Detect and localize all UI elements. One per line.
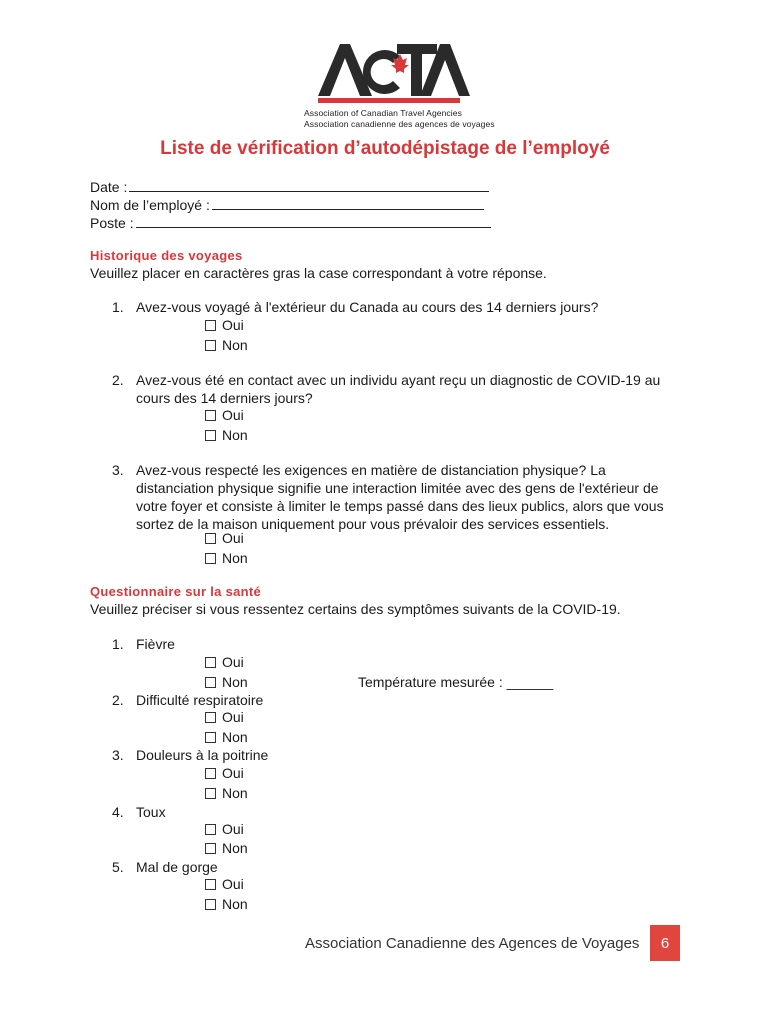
chest-pain-yes-option[interactable]	[205, 765, 244, 781]
question-number: 2.	[112, 692, 124, 708]
fever-no-option[interactable]	[205, 674, 248, 690]
question-number: 1.	[112, 636, 124, 652]
checkbox-icon[interactable]	[205, 788, 216, 799]
option-label: Non	[222, 337, 248, 353]
logo-subtitle-fr: Association canadienne des agences de voyages	[304, 119, 495, 129]
option-label: Oui	[222, 530, 244, 546]
question-number: 3.	[112, 747, 124, 763]
travel-instruction: Veuillez placer en caractères gras la case correspondant à votre réponse.	[90, 265, 547, 281]
option-label: Non	[222, 674, 248, 690]
option-label: Non	[222, 550, 248, 566]
health-instruction: Veuillez préciser si vous ressentez certains des symptômes suivants de la COVID-19.	[90, 601, 621, 617]
q2-no-option[interactable]	[205, 427, 248, 443]
logo-subtitle-en: Association of Canadian Travel Agencies	[304, 108, 462, 118]
position-field[interactable]	[90, 215, 491, 231]
q3-yes-option[interactable]	[205, 530, 244, 546]
checkbox-icon[interactable]	[205, 657, 216, 668]
q2-yes-option[interactable]	[205, 407, 244, 423]
symptom-text: Mal de gorge	[136, 859, 218, 875]
cough-yes-option[interactable]	[205, 821, 244, 837]
checkbox-icon[interactable]	[205, 879, 216, 890]
option-label: Oui	[222, 821, 244, 837]
q3-no-option[interactable]	[205, 550, 248, 566]
date-label: Date :	[90, 179, 128, 195]
page-number-badge: 6	[650, 925, 680, 961]
question-number: 2.	[112, 372, 124, 388]
symptom-text: Toux	[136, 804, 166, 820]
option-label: Non	[222, 785, 248, 801]
question-text: Avez-vous voyagé à l'extérieur du Canada au cours des 14 derniers jours?	[136, 299, 599, 315]
date-field[interactable]	[90, 179, 489, 195]
checkbox-icon[interactable]	[205, 843, 216, 854]
position-label: Poste :	[90, 215, 134, 231]
breathing-no-option[interactable]	[205, 729, 248, 745]
question-text: Avez-vous respecté les exigences en matière de distanciation physique? La distanciation physique signifie une interaction limitée avec des gens de l'extérieur de votre foyer et consiste à limiter le temps passé dans des lieux publics, alors que vous sortez de la maison uniquement pour vous prévaloir des services essentiels.	[136, 462, 664, 532]
symptom-text: Douleurs à la poitrine	[136, 747, 269, 763]
checkbox-icon[interactable]	[205, 677, 216, 688]
chest-pain-no-option[interactable]	[205, 785, 248, 801]
checkbox-icon[interactable]	[205, 533, 216, 544]
acta-logo	[300, 38, 495, 133]
q1-yes-option[interactable]	[205, 317, 244, 333]
symptom-text: Difficulté respiratoire	[136, 692, 264, 708]
fever-yes-option[interactable]	[205, 654, 244, 670]
checkbox-icon[interactable]	[205, 553, 216, 564]
checkbox-icon[interactable]	[205, 410, 216, 421]
date-line[interactable]	[129, 179, 489, 192]
health-questionnaire-heading: Questionnaire sur la santé	[90, 584, 262, 599]
checkbox-icon[interactable]	[205, 712, 216, 723]
sore-throat-yes-option[interactable]	[205, 876, 244, 892]
option-label: Oui	[222, 407, 244, 423]
acta-wordmark-icon	[300, 38, 475, 108]
employee-name-label: Nom de l’employé :	[90, 197, 210, 213]
option-label: Non	[222, 896, 248, 912]
footer-organization: Association Canadienne des Agences de Voyages	[305, 935, 640, 952]
page-title: Liste de vérification d’autodépistage de l’employé	[160, 138, 610, 159]
sore-throat-no-option[interactable]	[205, 896, 248, 912]
checkbox-icon[interactable]	[205, 320, 216, 331]
option-label: Oui	[222, 317, 244, 333]
checkbox-icon[interactable]	[205, 732, 216, 743]
cough-no-option[interactable]	[205, 840, 248, 856]
option-label: Non	[222, 840, 248, 856]
checkbox-icon[interactable]	[205, 340, 216, 351]
option-label: Non	[222, 427, 248, 443]
question-number: 4.	[112, 804, 124, 820]
employee-name-field[interactable]	[90, 197, 484, 213]
employee-name-line[interactable]	[212, 197, 484, 210]
option-label: Oui	[222, 654, 244, 670]
checkbox-icon[interactable]	[205, 768, 216, 779]
question-number: 1.	[112, 299, 124, 315]
symptom-text: Fièvre	[136, 636, 175, 652]
position-line[interactable]	[136, 215, 491, 228]
option-label: Oui	[222, 709, 244, 725]
temperature-field[interactable]: Température mesurée : ______	[358, 674, 554, 690]
question-number: 5.	[112, 859, 124, 875]
option-label: Oui	[222, 876, 244, 892]
travel-history-heading: Historique des voyages	[90, 248, 243, 263]
checkbox-icon[interactable]	[205, 824, 216, 835]
option-label: Oui	[222, 765, 244, 781]
option-label: Non	[222, 729, 248, 745]
question-number: 3.	[112, 462, 124, 478]
breathing-yes-option[interactable]	[205, 709, 244, 725]
checkbox-icon[interactable]	[205, 430, 216, 441]
question-text: Avez-vous été en contact avec un individu ayant reçu un diagnostic de COVID-19 au cours des 14 derniers jours?	[136, 372, 661, 406]
q1-no-option[interactable]	[205, 337, 248, 353]
checkbox-icon[interactable]	[205, 899, 216, 910]
